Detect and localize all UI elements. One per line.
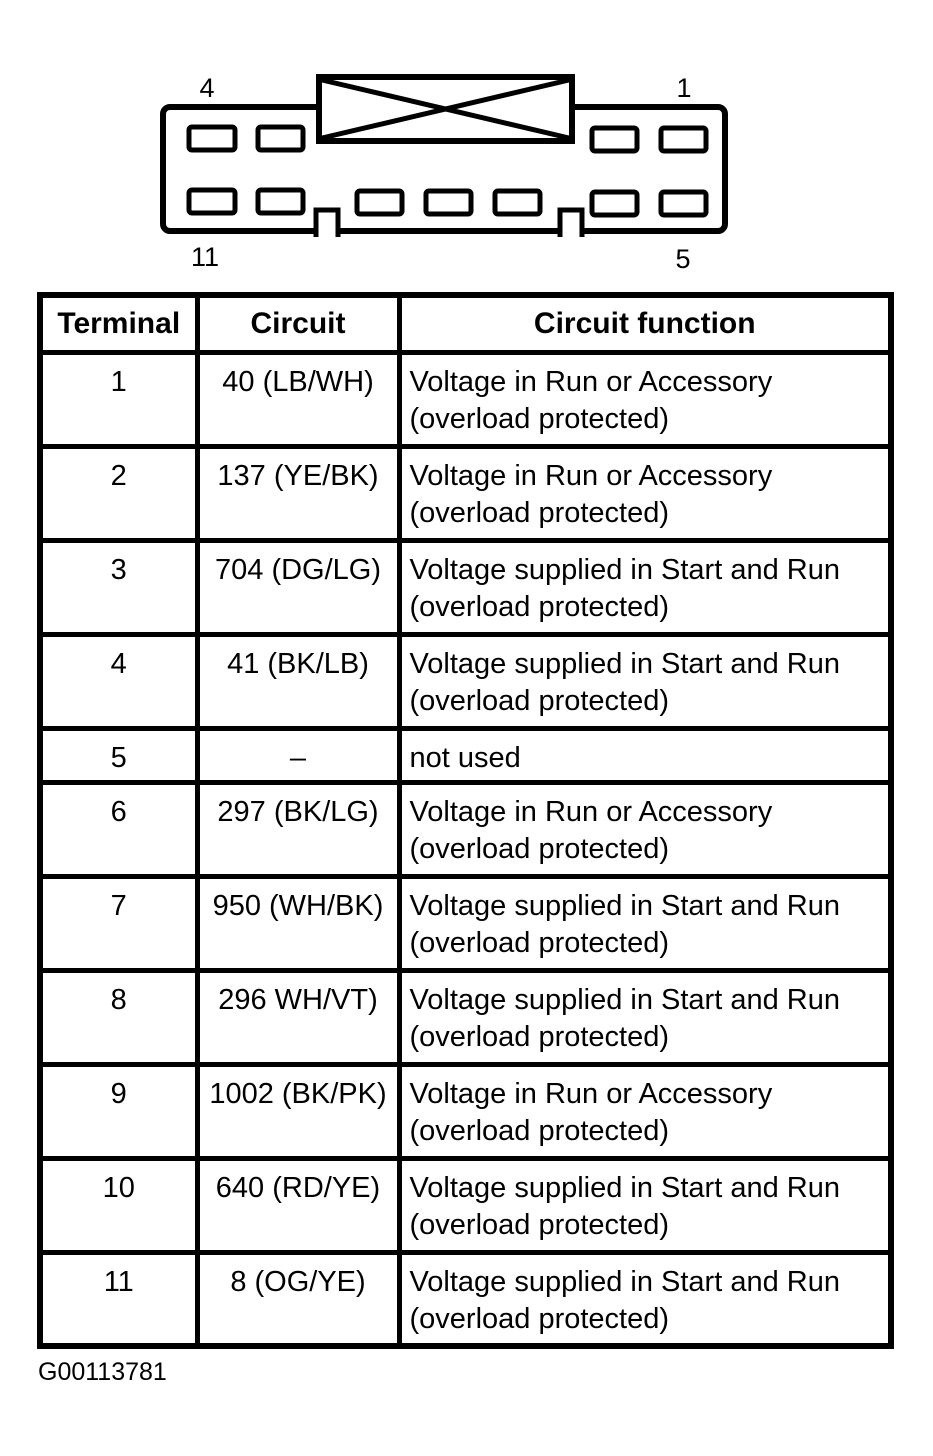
- header-terminal: Terminal: [40, 295, 197, 352]
- pinout-table: [37, 292, 894, 1349]
- table-row: [40, 970, 891, 1064]
- function-line-1: not used: [409, 741, 521, 774]
- function-line-2: (overload protected): [409, 496, 670, 529]
- table-row: [40, 634, 891, 728]
- circuit-code: 41 (BK/LB): [197, 634, 399, 728]
- pin-cavity-4: [189, 127, 235, 150]
- circuit-function: [399, 446, 891, 540]
- pin-cavity-3: [258, 127, 303, 150]
- table-row: [40, 1252, 891, 1346]
- circuit-function: [399, 1158, 891, 1252]
- table-row: [40, 446, 891, 540]
- pin-cavity-5: [661, 192, 706, 215]
- pin-cavity-7: [495, 191, 540, 214]
- table-row: [40, 876, 891, 970]
- function-line-1: Voltage in Run or Accessory: [409, 795, 773, 828]
- function-line-2: (overload protected): [409, 1302, 670, 1335]
- pin-cavity-8: [426, 191, 471, 214]
- pin-cavity-1: [661, 128, 706, 151]
- terminal-number: 11: [40, 1252, 197, 1346]
- function-line-1: Voltage supplied in Start and Run: [409, 889, 840, 922]
- function-line-2: (overload protected): [409, 832, 670, 865]
- keying-notch-left: [316, 210, 338, 237]
- table-row: [40, 782, 891, 876]
- circuit-function: [399, 634, 891, 728]
- function-line-1: Voltage supplied in Start and Run: [409, 983, 840, 1016]
- circuit-function: [399, 540, 891, 634]
- function-line-2: (overload protected): [409, 590, 670, 623]
- function-line-2: (overload protected): [409, 1020, 670, 1053]
- circuit-code: –: [197, 728, 399, 782]
- circuit-code: 950 (WH/BK): [197, 876, 399, 970]
- table-row: [40, 728, 891, 782]
- header-circuit: Circuit: [197, 295, 399, 352]
- circuit-function: [399, 970, 891, 1064]
- terminal-number: 10: [40, 1158, 197, 1252]
- pin-label-bottom-left: 11: [190, 242, 220, 272]
- terminal-number: 5: [40, 728, 197, 782]
- table-header-row: [40, 295, 891, 352]
- terminal-number: 4: [40, 634, 197, 728]
- figure-id: G00113781: [38, 1358, 167, 1386]
- circuit-code: 297 (BK/LG): [197, 782, 399, 876]
- circuit-code: 704 (DG/LG): [197, 540, 399, 634]
- pin-cavity-10: [258, 190, 303, 213]
- function-line-2: (overload protected): [409, 926, 670, 959]
- function-line-2: (overload protected): [409, 1208, 670, 1241]
- function-line-2: (overload protected): [409, 684, 670, 717]
- pin-cavity-9: [357, 191, 402, 214]
- terminal-number: 7: [40, 876, 197, 970]
- terminal-number: 8: [40, 970, 197, 1064]
- table-row: [40, 540, 891, 634]
- circuit-code: 1002 (BK/PK): [197, 1064, 399, 1158]
- function-line-2: (overload protected): [409, 1114, 670, 1147]
- function-line-1: Voltage in Run or Accessory: [409, 365, 773, 398]
- terminal-number: 1: [40, 352, 197, 446]
- function-line-2: (overload protected): [409, 402, 670, 435]
- table-row: [40, 352, 891, 446]
- pin-cavity-11: [189, 190, 235, 213]
- function-line-1: Voltage supplied in Start and Run: [409, 1171, 840, 1204]
- pin-cavity-6: [592, 192, 637, 215]
- circuit-function: [399, 728, 891, 782]
- circuit-function: [399, 876, 891, 970]
- function-line-1: Voltage in Run or Accessory: [409, 459, 773, 492]
- pin-label-bottom-right: 5: [675, 244, 691, 274]
- circuit-function: [399, 1064, 891, 1158]
- terminal-number: 9: [40, 1064, 197, 1158]
- circuit-function: [399, 352, 891, 446]
- table-row: [40, 1064, 891, 1158]
- circuit-code: 40 (LB/WH): [197, 352, 399, 446]
- circuit-code: 137 (YE/BK): [197, 446, 399, 540]
- circuit-function: [399, 782, 891, 876]
- terminal-number: 6: [40, 782, 197, 876]
- pin-label-top-right: 1: [676, 73, 692, 103]
- function-line-1: Voltage supplied in Start and Run: [409, 647, 840, 680]
- circuit-code: 8 (OG/YE): [197, 1252, 399, 1346]
- pin-cavity-2: [592, 128, 637, 151]
- header-circuit-function: Circuit function: [399, 295, 891, 352]
- circuit-code: 296 WH/VT): [197, 970, 399, 1064]
- table-row: [40, 1158, 891, 1252]
- keying-notch-right: [560, 210, 582, 237]
- function-line-1: Voltage supplied in Start and Run: [409, 1265, 840, 1298]
- function-line-1: Voltage supplied in Start and Run: [409, 553, 840, 586]
- pin-label-top-left: 4: [199, 73, 215, 103]
- terminal-number: 3: [40, 540, 197, 634]
- circuit-code: 640 (RD/YE): [197, 1158, 399, 1252]
- function-line-1: Voltage in Run or Accessory: [409, 1077, 773, 1110]
- terminal-number: 2: [40, 446, 197, 540]
- connector-diagram: [0, 0, 933, 290]
- circuit-function: [399, 1252, 891, 1346]
